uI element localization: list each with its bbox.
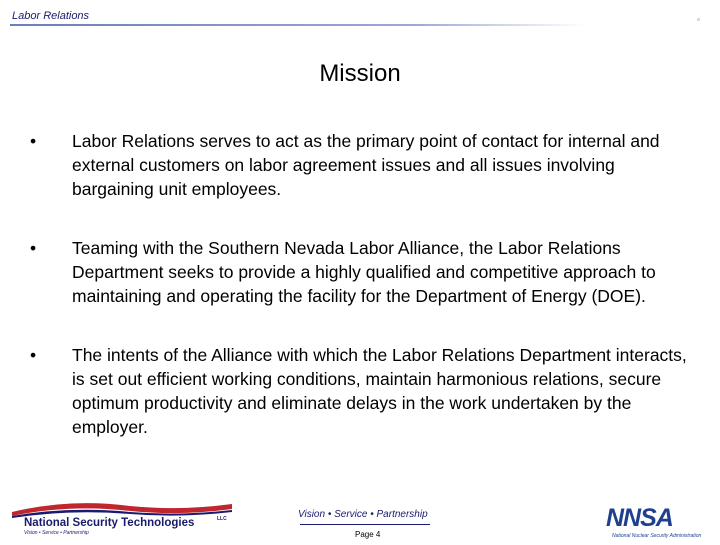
nnsa-globe: [676, 508, 688, 520]
footer-tagline: Vision • Service • Partnership: [298, 509, 428, 520]
bullet-text: Labor Relations serves to act as the primary point of contact for internal and external customers on labor agreement issues and all issues involving bargaining unit employees.: [72, 131, 660, 199]
nstec-logo: [10, 500, 235, 536]
bullet-item: [28, 129, 693, 201]
bullet-item: [28, 236, 693, 308]
bullet-text: Teaming with the Southern Nevada Labor Alliance, the Labor Relations Department seeks to provide a highly qualified and competitive approach to maintaining and operating the facility for the Department of Energy (DOE).: [72, 238, 656, 306]
page-number: Page 4: [355, 530, 381, 539]
nnsa-logo: [604, 500, 708, 540]
logo-company-tagline: Vision • Service • Partnership: [24, 530, 89, 536]
nnsa-wordmark: NNSA: [606, 504, 673, 532]
nnsa-subtitle: National Nuclear Security Administration: [612, 533, 702, 539]
bullet-marker: •: [30, 238, 37, 258]
bullet-list: [28, 129, 693, 474]
footer-rule: [300, 524, 430, 525]
header-rule: [10, 24, 585, 26]
slide-title: Mission: [319, 60, 401, 87]
bullet-marker: •: [30, 345, 37, 365]
corner-mark: [697, 18, 700, 21]
header-label: Labor Relations: [12, 10, 90, 22]
bullet-item: [28, 343, 693, 439]
bullet-text: The intents of the Alliance with which the Labor Relations Department interacts, is set out efficient working conditions, maintain harmonious relations, secure optimum productivity and eliminate delays in the work undertaken by the employer.: [72, 345, 687, 437]
logo-company-name: National Security Technologies: [24, 517, 195, 529]
logo-company-suffix: LLC: [217, 516, 227, 522]
bullet-marker: •: [30, 131, 37, 151]
